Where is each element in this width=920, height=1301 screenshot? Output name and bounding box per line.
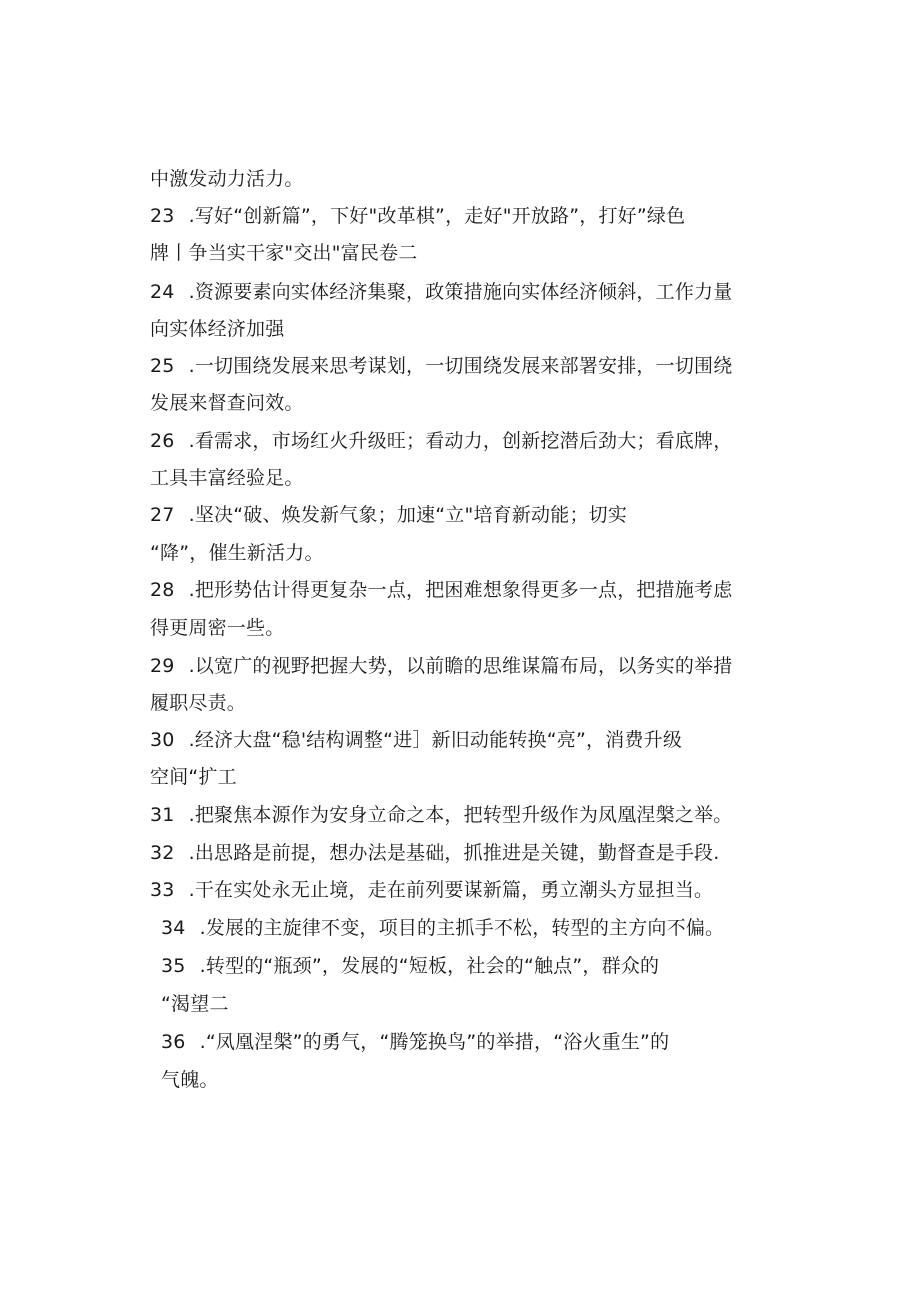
item-number: 33 [150,879,175,901]
text-line [150,540,324,566]
text-line [150,615,284,641]
item-text: .经济大盘“稳'结构调整“进］新旧动能转换“亮”，消费升级 [188,729,683,751]
item-number: 26 [150,430,175,452]
line-text: 牌丨争当实干家"交出"富民卷二 [150,242,418,264]
item-text: .以宽广的视野把握大势，以前瞻的思维谋篇布局，以务实的举措 [188,655,733,677]
list-item-32 [150,840,719,866]
list-item-23 [150,203,685,229]
list-item-30 [150,727,682,753]
list-item-36 [161,1029,669,1055]
list-item-27 [150,502,627,528]
item-number: 30 [150,729,175,751]
line-text: 履职尽责。 [150,692,247,714]
list-item-34 [161,915,724,941]
item-text: .坚决“破、焕发新气象；加速“立"培育新动能；切实 [188,504,628,526]
line-text: “渴望二 [161,993,229,1015]
item-text: .发展的主旋律不变，项目的主抓手不松，转型的主方向不偏。 [199,917,725,939]
text-line [150,316,284,342]
item-text: .写好“创新篇”，下好"改革棋”，走好"开放路”，打好”绿色 [188,205,686,227]
text-line [161,1067,219,1093]
item-text: .转型的“瓶颈”，发展的“短板，社会的“触点”，群众的 [199,955,660,977]
item-number: 25 [150,355,175,377]
item-number: 35 [161,955,186,977]
item-text: .把形势估计得更复杂一点，把困难想象得更多一点，把措施考虑 [188,579,733,601]
item-text: .一切围绕发展来思考谋划，一切围绕发展来部署安排，一切围绕 [188,355,733,377]
line-text: 中激发动力活力。 [150,168,304,190]
list-item-25 [150,353,732,379]
item-number: 32 [150,842,175,864]
item-number: 34 [161,917,186,939]
line-text: 发展来督查问效。 [150,392,304,414]
item-text: .看需求，市场红火升级旺；看动力，创新挖潜后劲大；看底牌， [188,430,733,452]
item-number: 24 [150,281,175,303]
text-line [150,764,237,790]
item-number: 23 [150,205,175,227]
text-line [150,690,246,716]
list-item-31 [150,802,732,828]
list-item-33 [150,877,713,903]
line-text: 工具丰富经验足。 [150,467,304,489]
item-number: 27 [150,504,175,526]
text-line [150,166,304,192]
text-line [150,390,304,416]
list-item-24 [150,279,732,305]
item-text: .“凤凰涅槃”的勇气，“腾笼换鸟”的举措，“浴火重生”的 [199,1031,670,1053]
item-text: .出思路是前提，想办法是基础，抓推进是关键，勤督查是手段. [188,842,720,864]
text-line [150,465,304,491]
text-line [161,991,229,1017]
line-text: 气魄。 [161,1069,219,1091]
list-item-29 [150,653,732,679]
list-item-35 [161,953,659,979]
item-number: 29 [150,655,175,677]
line-text: 向实体经济加强 [150,318,285,340]
item-number: 36 [161,1031,186,1053]
list-item-26 [150,428,732,454]
list-item-28 [150,577,732,603]
text-line [150,240,417,266]
item-number: 28 [150,579,175,601]
item-text: .干在实处永无止境，走在前列要谋新篇，勇立潮头方显担当。 [188,879,714,901]
item-text: .资源要素向实体经济集聚，政策措施向实体经济倾斜，工作力量 [188,281,733,303]
line-text: 空间“扩工 [150,766,237,788]
item-text: .把聚焦本源作为安身立命之本，把转型升级作为凤凰涅槃之举。 [188,804,733,826]
item-number: 31 [150,804,175,826]
line-text: 得更周密一些。 [150,617,285,639]
line-text: “降”，催生新活力。 [150,542,324,564]
